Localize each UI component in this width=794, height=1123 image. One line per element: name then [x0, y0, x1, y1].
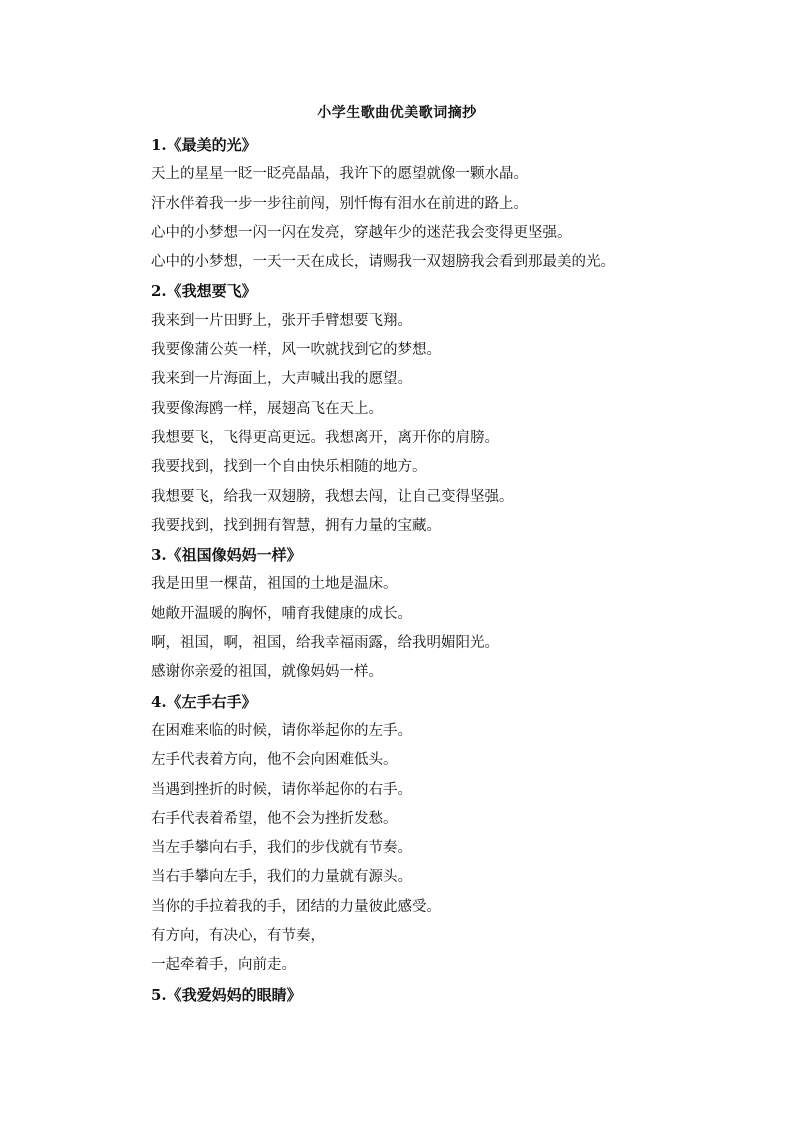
- lyric-line: 我来到一片田野上，张开手臂想要飞翔。: [151, 312, 412, 329]
- lyric-line: 当遇到挫折的时候，请你举起你的右手。: [151, 781, 412, 798]
- document-title: 小学生歌曲优美歌词摘抄: [317, 105, 477, 121]
- song-section: [151, 277, 711, 541]
- song-heading: 4.《左手右手》: [151, 692, 257, 711]
- lyric-line: 我想要飞，给我一双翅膀，我想去闯，让自己变得坚强。: [151, 488, 514, 505]
- lyric-line: 我要找到，找到一个自由快乐相随的地方。: [151, 459, 427, 476]
- lyric-line: 我想要飞，飞得更高更远。我想离开，离开你的肩膀。: [151, 429, 499, 446]
- lyric-line: 右手代表着希望，他不会为挫折发愁。: [151, 810, 398, 827]
- song-heading: 5.《我爱妈妈的眼睛》: [151, 985, 302, 1004]
- lyric-line: 她敞开温暖的胸怀，哺育我健康的成长。: [151, 605, 412, 622]
- lyric-line: 天上的星星一眨一眨亮晶晶，我许下的愿望就像一颗水晶。: [151, 166, 528, 183]
- lyric-line: 我要找到，找到拥有智慧，拥有力量的宝藏。: [151, 517, 441, 534]
- lyric-line: 汗水伴着我一步一步往前闯，别忏悔有泪水在前进的路上。: [151, 195, 528, 212]
- document-body: [151, 131, 711, 1010]
- song-section: [151, 131, 711, 277]
- lyric-line: 我是田里一棵苗，祖国的土地是温床。: [151, 576, 398, 593]
- lyric-line: 感谢你亲爱的祖国，就像妈妈一样。: [151, 664, 383, 681]
- lyric-line: 我要像蒲公英一样，风一吹就找到它的梦想。: [151, 342, 441, 359]
- lyric-line: 在困难来临的时候，请你举起你的左手。: [151, 722, 412, 739]
- song-section: [151, 981, 711, 1010]
- lyric-line: 我来到一片海面上，大声喊出我的愿望。: [151, 371, 412, 388]
- lyric-line: 当左手攀向右手，我们的步伐就有节奏。: [151, 840, 412, 857]
- lyric-line: 心中的小梦想，一天一天在成长，请赐我一双翅膀我会看到那最美的光。: [151, 254, 615, 271]
- song-heading: 1.《最美的光》: [151, 136, 257, 154]
- lyric-line: 啊，祖国，啊，祖国，给我幸福雨露，给我明媚阳光。: [151, 635, 499, 652]
- lyric-line: 当右手攀向左手，我们的力量就有源头。: [151, 869, 412, 886]
- lyric-line: 心中的小梦想一闪一闪在发亮，穿越年少的迷茫我会变得更坚强。: [151, 224, 572, 241]
- lyric-line: 有方向，有决心，有节奏，: [151, 928, 325, 945]
- lyric-line: 我要像海鸥一样，展翅高飞在天上。: [151, 400, 383, 417]
- lyric-line: 当你的手拉着我的手，团结的力量彼此感受。: [151, 898, 441, 915]
- song-heading: 3.《祖国像妈妈一样》: [151, 546, 302, 565]
- song-section: [151, 688, 711, 981]
- lyric-line: 一起牵着手，向前走。: [151, 957, 296, 974]
- lyric-line: 左手代表着方向，他不会向困难低头。: [151, 752, 398, 769]
- song-heading: 2.《我想要飞》: [151, 282, 257, 301]
- song-section: [151, 541, 711, 687]
